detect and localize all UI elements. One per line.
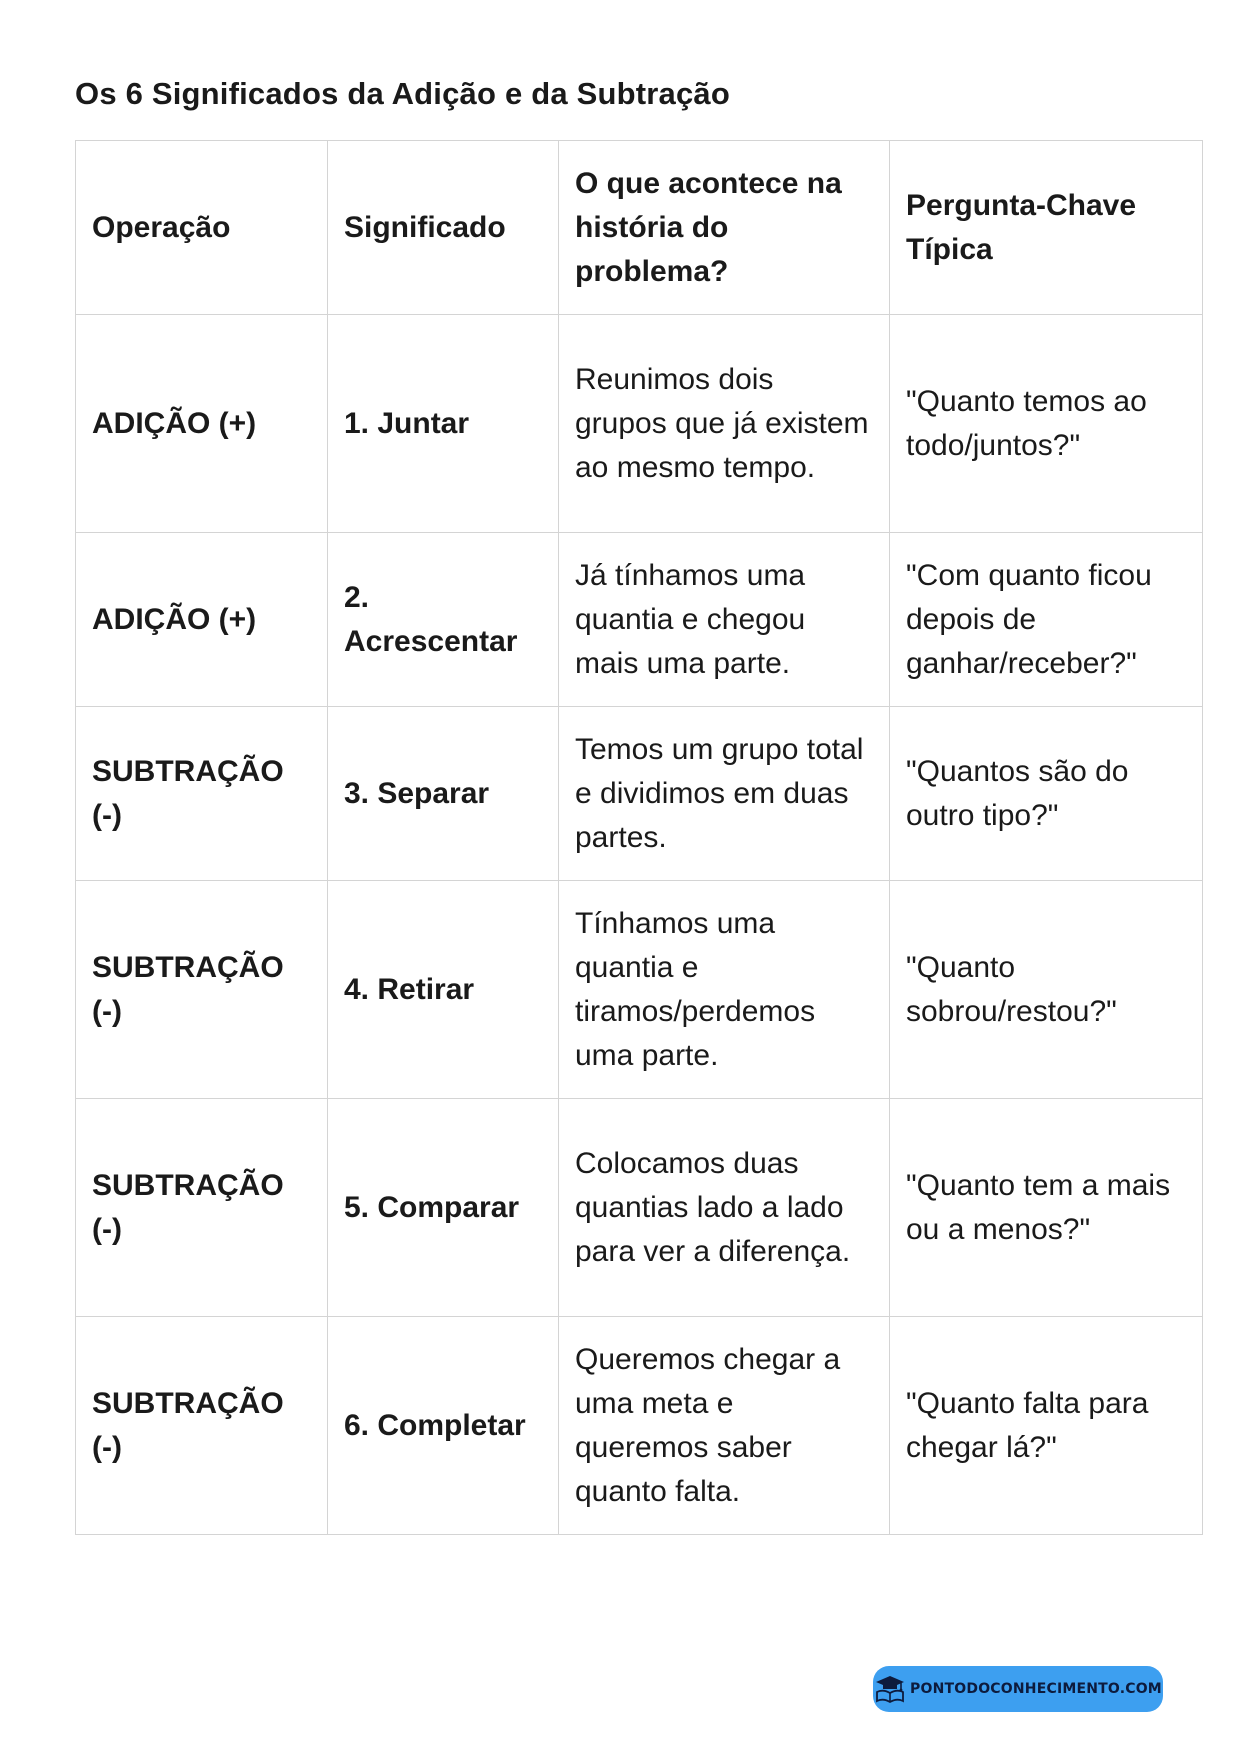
meaning-cell: 4. Retirar bbox=[328, 881, 559, 1099]
header-pergunta: Pergunta-Chave Típica bbox=[890, 141, 1203, 315]
operation-cell: SUBTRAÇÃO (-) bbox=[76, 1317, 328, 1535]
question-cell: "Quantos são do outro tipo?" bbox=[890, 707, 1203, 881]
story-cell: Já tínhamos uma quantia e chegou mais uma parte. bbox=[559, 533, 890, 707]
operation-cell: SUBTRAÇÃO (-) bbox=[76, 707, 328, 881]
story-cell: Colocamos duas quantias lado a lado para ver a diferença. bbox=[559, 1099, 890, 1317]
site-logo-badge[interactable] bbox=[873, 1666, 1163, 1712]
question-cell: "Com quanto ficou depois de ganhar/receber?" bbox=[890, 533, 1203, 707]
graduation-book-icon bbox=[874, 1674, 906, 1704]
header-operacao: Operação bbox=[76, 141, 328, 315]
logo-text: PONTODOCONHECIMENTO.COM bbox=[910, 1681, 1162, 1697]
question-cell: "Quanto falta para chegar lá?" bbox=[890, 1317, 1203, 1535]
operation-cell: SUBTRAÇÃO (-) bbox=[76, 881, 328, 1099]
operation-cell: SUBTRAÇÃO (-) bbox=[76, 1099, 328, 1317]
table-header-row bbox=[76, 141, 1203, 315]
question-cell: "Quanto tem a mais ou a menos?" bbox=[890, 1099, 1203, 1317]
header-historia: O que acontece na história do problema? bbox=[559, 141, 890, 315]
page-title: Os 6 Significados da Adição e da Subtração bbox=[75, 76, 730, 111]
meaning-cell: 1. Juntar bbox=[328, 315, 559, 533]
meaning-cell: 6. Completar bbox=[328, 1317, 559, 1535]
story-cell: Temos um grupo total e dividimos em duas partes. bbox=[559, 707, 890, 881]
table-row bbox=[76, 707, 1203, 881]
question-cell: "Quanto temos ao todo/juntos?" bbox=[890, 315, 1203, 533]
table-row bbox=[76, 1317, 1203, 1535]
table-row bbox=[76, 881, 1203, 1099]
story-cell: Queremos chegar a uma meta e queremos saber quanto falta. bbox=[559, 1317, 890, 1535]
question-cell: "Quanto sobrou/restou?" bbox=[890, 881, 1203, 1099]
operation-cell: ADIÇÃO (+) bbox=[76, 533, 328, 707]
header-significado: Significado bbox=[328, 141, 559, 315]
table-row bbox=[76, 533, 1203, 707]
meaning-cell: 2. Acrescentar bbox=[328, 533, 559, 707]
table-row bbox=[76, 315, 1203, 533]
meaning-cell: 3. Separar bbox=[328, 707, 559, 881]
story-cell: Tínhamos uma quantia e tiramos/perdemos uma parte. bbox=[559, 881, 890, 1099]
story-cell: Reunimos dois grupos que já existem ao mesmo tempo. bbox=[559, 315, 890, 533]
meaning-cell: 5. Comparar bbox=[328, 1099, 559, 1317]
operation-cell: ADIÇÃO (+) bbox=[76, 315, 328, 533]
table-row bbox=[76, 1099, 1203, 1317]
meanings-table bbox=[75, 140, 1203, 1535]
